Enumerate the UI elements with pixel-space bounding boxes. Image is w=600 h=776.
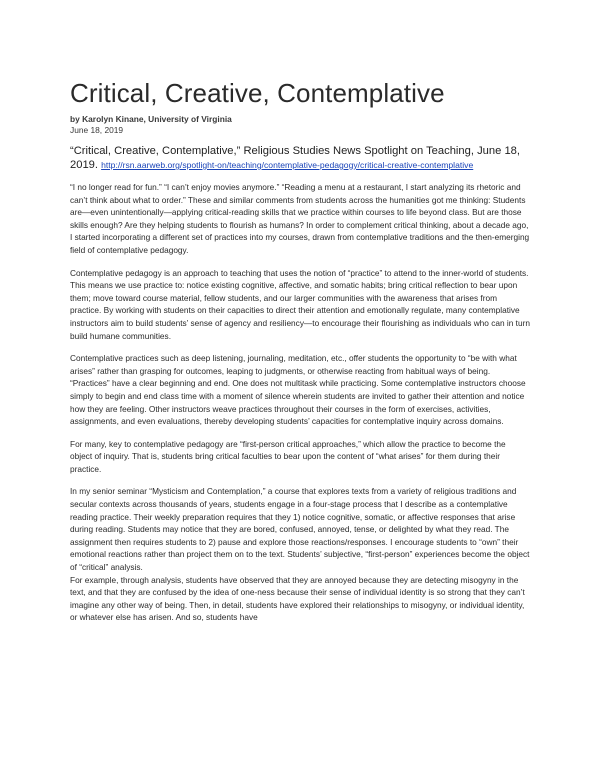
citation <box>70 144 530 172</box>
byline: by Karolyn Kinane, University of Virginia <box>70 114 232 124</box>
paragraph-4: For many, key to contemplative pedagogy are “first-person critical approaches,” which allow the practice to become the object of inquiry. That is, students bring critical faculties to bear upon the content of “what arises” for them during their practice. <box>70 438 506 474</box>
article-body <box>70 181 530 624</box>
paragraph-3: Contemplative practices such as deep listening, journaling, meditation, etc., offer students the opportunity to “be with what arises” rather than grasping for outcomes, leaping to judgments, or otherwise reacting from habitual ways of being. “Practices” have a clear beginning and end. One does not multitask while practicing. Some contemplative instructors choose simply to begin and end class time with a moment of silence wherein students are invited to gather their attention and notice how they are feeling. Other instructors weave practices throughout their courses in the form of exercises, activities, assignments, and even evaluations, thereby developing students’ capacities for contemplative inquiry across domains. <box>70 353 526 427</box>
paragraph-2: Contemplative pedagogy is an approach to teaching that uses the notion of “practice” to attend to the inner-world of students. This means we use practice to: notice existing cognitive, affective, and somatic habits; bring critical reflection to bear upon them; move toward course material, fellow students, and our larger communities with the awareness that arises from practice. By working with students on their capacities to direct their attention and emotionally regulate, many contemplative instructors aim to build students’ sense of agency and resiliency—to encourage their flourishing as individuals who can in turn build humane communities. <box>70 267 530 341</box>
publication-date: June 18, 2019 <box>70 125 124 135</box>
paragraph-6: For example, through analysis, students have observed that they are annoyed because they are detecting misogyny in the text, and that they are confused by the idea of one-ness because their sense of individual identity is so strong that they can’t imagine any other way of being. Then, in detail, students have explored their relationships to misogyny, or individual identity, or whatever else has arisen. And so, students have <box>70 574 525 623</box>
paragraph-5: In my senior seminar “Mysticism and Contemplation,” a course that explores texts from a variety of religious traditions and secular contexts across thousands of years, students engage in a four-stage process that I describe as a contemplative reading practice. Their weekly preparation requires that they 1) notice cognitive, somatic, or affective responses that arise during reading. Students may notice that they are bored, confused, annoyed, tense, or delighted by what they read. The assignment then requires students to 2) pause and explore those reactions/responses. I encourage students to “own” their emotional reactions rather than project them on to the text. Students’ subjective, “first-person” experiences become the object of “critical” analysis. <box>70 486 530 573</box>
paragraph-1: “I no longer read for fun.” “I can’t enjoy movies anymore.” “Reading a menu at a restaurant, I start analyzing its rhetoric and can’t think about what to order.” These and similar comments from students across the humanities got me thinking: Students are—even unintentionally—applying critical-reading skills that we practice within courses to life beyond class. But are those skills enough? Are they helping students to flourish as humans? In order to complement critical thinking, about a decade ago, I started incorporating a different set of practices into my courses, drawn from contemplative traditions and the then-emerging field of contemplative pedagogy. <box>70 182 530 255</box>
citation-link[interactable]: http://rsn.aarweb.org/spotlight-on/teaching/contemplative-pedagogy/critical-creative-contemplative <box>101 160 474 170</box>
citation-text: “Critical, Creative, Contemplative,” Religious Studies News Spotlight on Teaching, June 18, 2019. <box>70 145 521 171</box>
page-title: Critical, Creative, Contemplative <box>70 78 445 108</box>
